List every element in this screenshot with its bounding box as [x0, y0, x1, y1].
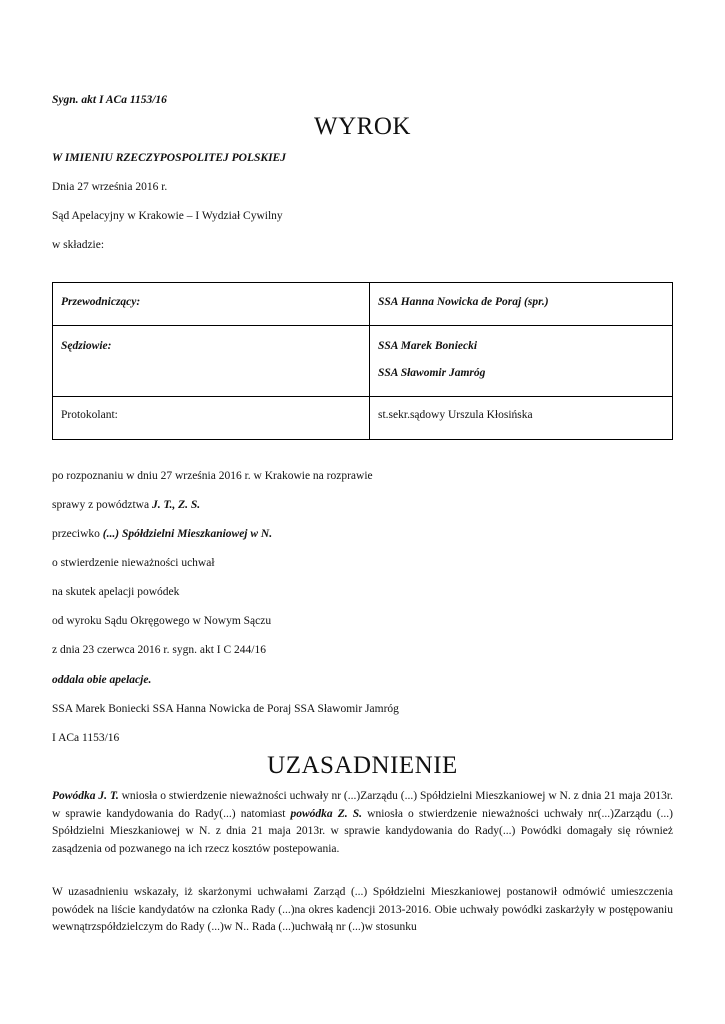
case-number: Sygn. akt I ACa 1153/16: [52, 94, 167, 106]
proceedings-line: po rozpoznaniu w dniu 27 września 2016 r. w Krakowie na rozprawie: [52, 470, 373, 482]
case-reference: I ACa 1153/16: [52, 732, 120, 744]
text: przeciwko: [52, 528, 103, 540]
panel-row-clerk: [53, 397, 673, 440]
judgment-title: WYROK: [314, 113, 411, 140]
proceedings-line: od wyroku Sądu Okręgowego w Nowym Sączu: [52, 615, 272, 627]
presiding-name: SSA Hanna Nowicka de Poraj (spr.): [370, 283, 673, 326]
ruling: oddala obie apelacje.: [52, 674, 152, 686]
justification-title: UZASADNIENIE: [267, 752, 458, 779]
court-panel-table: [52, 282, 673, 440]
composition-label: w składzie:: [52, 239, 105, 251]
judges-names: [370, 326, 673, 397]
text: wniosła o stwierdzenie nieważności uchwały nr(...)Zarządu (...) Spółdzielni Mieszkaniowej w N. z dnia 21 maja 2013r. w sprawie kandydowania do Rady(...) Powódki domagały się również zasądzenia od pozwanego na ich rzecz kosztów postepowania.: [52, 807, 674, 855]
proceedings-line: o stwierdzenie nieważności uchwał: [52, 557, 215, 569]
proceedings-parties: [52, 498, 200, 512]
justification-paragraph: [52, 788, 673, 858]
proceedings-line: na skutek apelacji powódek: [52, 586, 180, 598]
proceedings-line: z dnia 23 czerwca 2016 r. sygn. akt I C 244/16: [52, 644, 266, 656]
invocation: W IMIENIU RZECZYPOSPOLITEJ POLSKIEJ: [52, 152, 286, 164]
panel-row-judges: [53, 326, 673, 397]
court-name: Sąd Apelacyjny w Krakowie – I Wydział Cywilny: [52, 210, 283, 222]
text: sprawy z powództwa: [52, 499, 152, 511]
judges-label: Sędziowie:: [53, 326, 370, 397]
justification-paragraph: W uzasadnieniu wskazały, iż skarżonymi uchwałami Zarząd (...) Spółdzielni Mieszkaniowej postanowił odmówić umieszczenia powódek na liście kandydatów na członka Rady (...)na okres kadencji 2013-2016. Obie uchwały powódki zaskarżyły w postępowaniu wewnątrzspółdzielczym do Rady (...)w N.. Rada (...)uchwałą nr (...)w stosunku: [52, 886, 673, 933]
signatures: SSA Marek Boniecki SSA Hanna Nowicka de Poraj SSA Sławomir Jamróg: [52, 703, 399, 715]
clerk-label: Protokolant:: [53, 397, 370, 440]
plaintiffs: J. T., Z. S.: [151, 499, 201, 511]
plaintiff-name: Powódka J. T.: [52, 790, 119, 802]
judge-name: SSA Marek Boniecki: [378, 340, 478, 352]
presiding-label: Przewodniczący:: [53, 283, 370, 326]
panel-row-presiding: [53, 283, 673, 326]
judge-name: SSA Sławomir Jamróg: [378, 367, 486, 379]
defendant: (...) Spółdzielni Mieszkaniowej w N.: [102, 528, 273, 540]
plaintiff-name: powódka Z. S.: [290, 807, 363, 820]
clerk-name: st.sekr.sądowy Urszula Kłosińska: [370, 397, 673, 440]
judgment-date: Dnia 27 września 2016 r.: [52, 181, 168, 193]
proceedings-defendant: [52, 527, 272, 541]
text: wniosła o stwierdzenie nieważności uchwały nr (...)Zarządu (...) Spółdzielni Mieszkaniowej w N. z dnia 21 maja 2013r. w sprawie kandydowania do Rady(...) natomiast: [52, 790, 673, 820]
